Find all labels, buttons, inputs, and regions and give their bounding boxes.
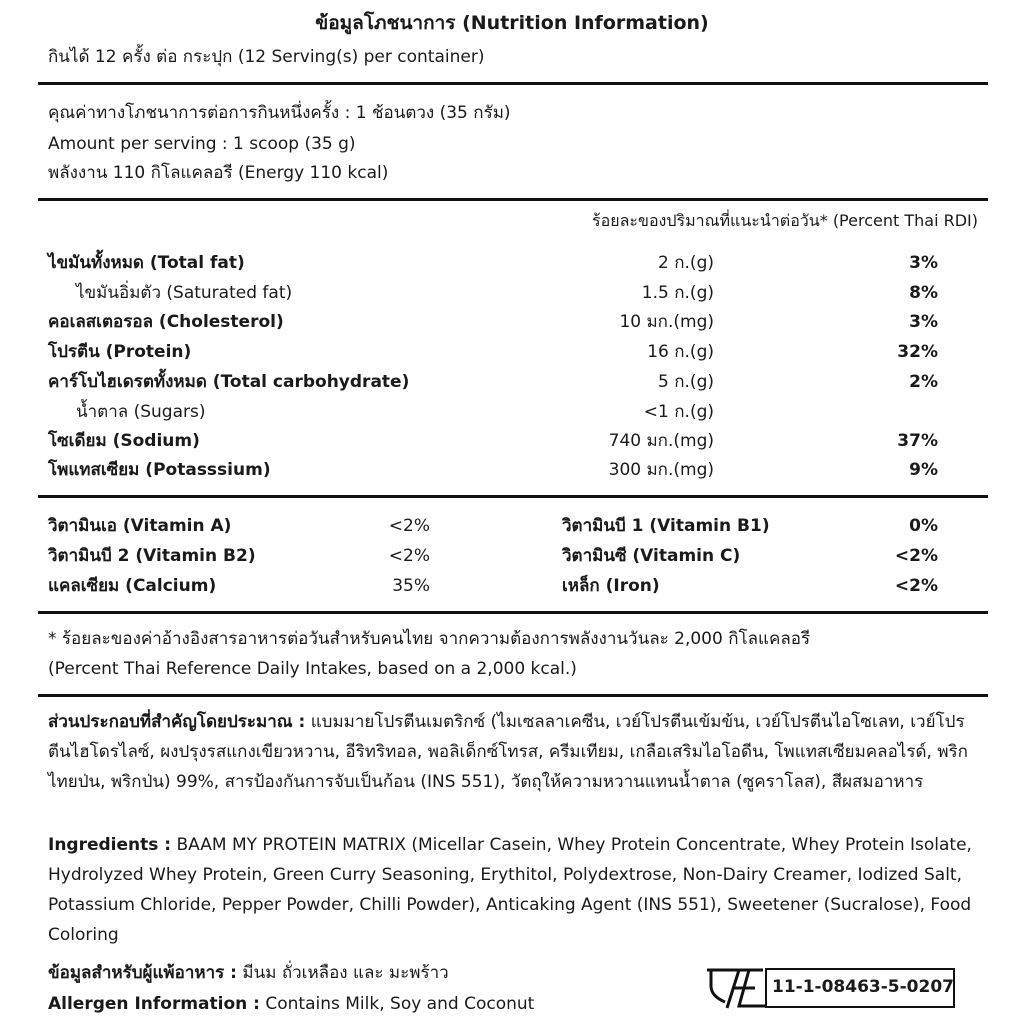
nutrient-amount: 300 มก.(mg) — [608, 460, 714, 480]
serving-size-english: Amount per serving : 1 scoop (35 g) — [48, 134, 356, 154]
divider — [38, 694, 988, 697]
nutrient-amount: 1.5 ก.(g) — [641, 283, 714, 303]
nutrient-percent: 37% — [897, 431, 938, 451]
nutrient-percent: 32% — [897, 342, 938, 362]
nutrient-percent: 3% — [909, 253, 938, 273]
nutrient-amount: 2 ก.(g) — [658, 253, 714, 273]
ingredients-english-label: Ingredients : — [48, 835, 172, 855]
ingredients-thai — [48, 707, 978, 797]
nutrient-percent: 3% — [909, 312, 938, 332]
vitamin-label: เหล็ก (Iron) — [562, 576, 660, 596]
nutrient-percent: 9% — [909, 460, 938, 480]
vitamin-label: แคลเซียม (Calcium) — [48, 576, 217, 596]
divider — [38, 611, 988, 614]
footnote-thai: * ร้อยละของค่าอ้างอิงสารอาหารต่อวันสำหรับคนไทย จากความต้องการพลังงานวันละ 2,000 กิโลแคลอรี — [48, 629, 811, 649]
allergen-english-text: Contains Milk, Soy and Coconut — [265, 994, 535, 1014]
rdi-header: ร้อยละของปริมาณที่แนะนำต่อวัน* (Percent Thai RDI) — [592, 211, 978, 230]
vitamin-label: วิตามินบี 1 (Vitamin B1) — [562, 516, 770, 536]
nutrient-label: ไขมันอิ่มตัว (Saturated fat) — [76, 283, 293, 303]
vitamin-label: วิตามินเอ (Vitamin A) — [48, 516, 232, 536]
divider — [38, 495, 988, 498]
divider — [38, 82, 988, 85]
vitamin-value: 0% — [909, 516, 938, 536]
ingredients-english-text: BAAM MY PROTEIN MATRIX (Micellar Casein, Whey Protein Concentrate, Whey Protein Isolate, Hydrolyzed Whey Protein, Green Curry Seasoning, Erythitol, Polydextrose, Non-Dairy Creamer, Iodized Salt, Potassium Chloride, Pepper Powder, Chilli Powder), Anticaking Agent (INS 551), Sweetener (Sucralose), Food Coloring — [48, 835, 972, 945]
nutrient-label: คาร์โบไฮเดรตทั้งหมด (Total carbohydrate) — [48, 372, 410, 392]
nutrient-label: โซเดียม (Sodium) — [48, 431, 200, 451]
nutrient-label: คอเลสเตอรอล (Cholesterol) — [48, 312, 284, 332]
nutrient-percent: 8% — [909, 283, 938, 303]
nutrient-label: น้ำตาล (Sugars) — [76, 402, 206, 422]
vitamin-label: วิตามินซี (Vitamin C) — [562, 546, 741, 566]
vitamin-value: <2% — [894, 576, 938, 596]
vitamin-label: วิตามินบี 2 (Vitamin B2) — [48, 546, 256, 566]
serving-size-thai: คุณค่าทางโภชนาการต่อการกินหนึ่งครั้ง : 1 ช้อนตวง (35 กรัม) — [48, 103, 511, 123]
footnote-english: (Percent Thai Reference Daily Intakes, based on a 2,000 kcal.) — [48, 659, 577, 679]
ingredients-thai-text: แบมมายโปรตีนเมตริกซ์ (ไมเซลลาเคซีน, เวย์โปรตีนเข้มข้น, เวย์โปรตีนไอโซเลท, เวย์โปรตีนไฮโดรไลซ์, ผงปรุงรสแกงเขียวหวาน, อีริทริทอล, พอลิเด็กซ์โทรส, ครีมเทียม, เกลือเสริมไอโอดีน, โพแทสเซียมคลอไรด์, พริกไทยป่น, พริกป่น) 99%, สารป้องกันการจับเป็นก้อน (INS 551), วัตถุให้ความหวานแทนน้ำตาล (ซูคราโลส), สีผสมอาหาร — [48, 712, 968, 792]
vitamin-value: <2% — [388, 546, 430, 566]
ingredients-english — [48, 830, 978, 950]
nutrient-percent: 2% — [909, 372, 938, 392]
allergen-thai-text: มีนม ถั่วเหลือง และ มะพร้าว — [242, 963, 449, 983]
energy: พลังงาน 110 กิโลแคลอรี (Energy 110 kcal) — [48, 163, 389, 183]
nutrient-amount: 10 มก.(mg) — [619, 312, 714, 332]
nutrient-label: โปรตีน (Protein) — [48, 342, 192, 362]
divider — [38, 198, 988, 201]
allergen-english-label: Allergen Information : — [48, 994, 260, 1014]
nutrient-amount: 16 ก.(g) — [647, 342, 714, 362]
nutrient-amount: <1 ก.(g) — [643, 402, 714, 422]
vitamin-value: <2% — [894, 546, 938, 566]
nutrient-amount: 740 มก.(mg) — [608, 431, 714, 451]
fda-registration-number: 11-1-08463-5-0207 — [772, 977, 954, 997]
servings-per-container: กินได้ 12 ครั้ง ต่อ กระปุก (12 Serving(s) per container) — [48, 47, 485, 67]
label-title: ข้อมูลโภชนาการ (Nutrition Information) — [315, 12, 709, 34]
vitamin-value: <2% — [388, 516, 430, 536]
ingredients-thai-label: ส่วนประกอบที่สำคัญโดยประมาณ : — [48, 712, 306, 732]
allergen-thai — [48, 962, 449, 984]
nutrient-amount: 5 ก.(g) — [658, 372, 714, 392]
allergen-thai-label: ข้อมูลสำหรับผู้แพ้อาหาร : — [48, 963, 237, 983]
fda-logo-icon — [705, 962, 767, 1012]
vitamin-value: 35% — [392, 576, 430, 596]
nutrient-label: ไขมันทั้งหมด (Total fat) — [48, 253, 245, 273]
nutrient-label: โพแทสเซียม (Potasssium) — [48, 460, 271, 480]
allergen-english — [48, 993, 534, 1015]
